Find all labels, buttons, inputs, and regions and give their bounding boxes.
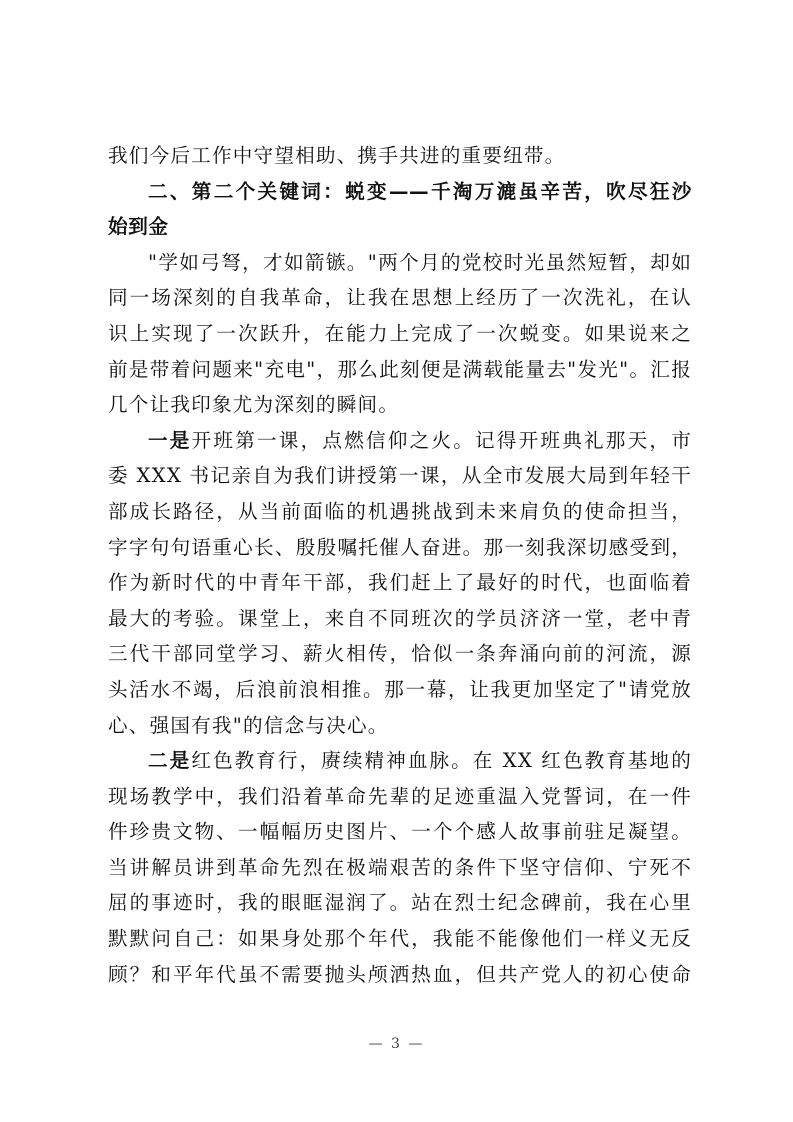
text-line	[108, 423, 692, 459]
text-line: 前是带着问题来"充电"，那么此刻便是满载能量去"发光"。汇报	[108, 357, 692, 381]
section-heading-line: 二、第二个关键词：蜕变——千淘万漉虽辛苦，吹尽狂沙	[148, 179, 692, 203]
text-line: 当讲解员讲到革命先烈在极端艰苦的条件下坚守信仰、宁死不	[108, 855, 692, 879]
paragraph-lead: 二是	[148, 749, 192, 773]
text-line: 默默问自己：如果身处那个年代，我能不能像他们一样义无反	[108, 927, 692, 951]
section-heading-line: 始到金	[108, 215, 169, 239]
text-span: 开班第一课，点燃信仰之火。记得开班典礼那天，市	[191, 428, 692, 452]
text-line	[108, 743, 692, 779]
text-line: 委 XXX 书记亲自为我们讲授第一课，从全市发展大局到年轻干	[108, 464, 692, 488]
text-line: 现场教学中，我们沿着革命先辈的足迹重温入党誓词，在一件	[108, 784, 692, 808]
paragraph-lead: 一是	[148, 428, 192, 452]
text-line: 头活水不竭，后浪前浪相推。那一幕，让我更加坚定了"请党放	[108, 677, 692, 701]
text-line: 我们今后工作中守望相助、携手共进的重要纽带。	[108, 144, 566, 167]
page-number: — 3 —	[368, 1036, 425, 1052]
text-line: 三代干部同堂学习、薪火相传，恰似一条奔涌向前的河流，源	[108, 642, 692, 666]
text-line: 字字句句语重心长、殷殷嘱托催人奋进。那一刻我深切感受到，	[108, 535, 692, 559]
text-line: 部成长路径，从当前面临的机遇挑战到未来肩负的使命担当，	[108, 499, 692, 523]
text-line: 屈的事迹时，我的眼眶湿润了。站在烈士纪念碑前，我在心里	[108, 891, 692, 915]
text-line: 件珍贵文物、一幅幅历史图片、一个个感人故事前驻足凝望。	[108, 820, 692, 844]
text-line: 几个让我印象尤为深刻的瞬间。	[108, 393, 400, 417]
text-span: 红色教育行，赓续精神血脉。在 XX 红色教育基地的	[191, 749, 692, 773]
text-line: 心、强国有我"的信念与决心。	[108, 713, 389, 737]
text-line: 最大的考验。课堂上，来自不同班次的学员济济一堂，老中青	[108, 606, 692, 630]
text-line: 同一场深刻的自我革命，让我在思想上经历了一次洗礼，在认	[108, 286, 692, 310]
text-line: 顾？和平年代虽不需要抛头颅洒热血，但共产党人的初心使命	[108, 962, 692, 986]
text-line: 作为新时代的中青年干部，我们赶上了最好的时代，也面临着	[108, 571, 692, 595]
text-line: "学如弓弩，才如箭镞。"两个月的党校时光虽然短暂，却如	[148, 250, 692, 274]
text-line: 识上实现了一次跃升，在能力上完成了一次蜕变。如果说来之	[108, 321, 692, 345]
document-body	[108, 138, 692, 992]
